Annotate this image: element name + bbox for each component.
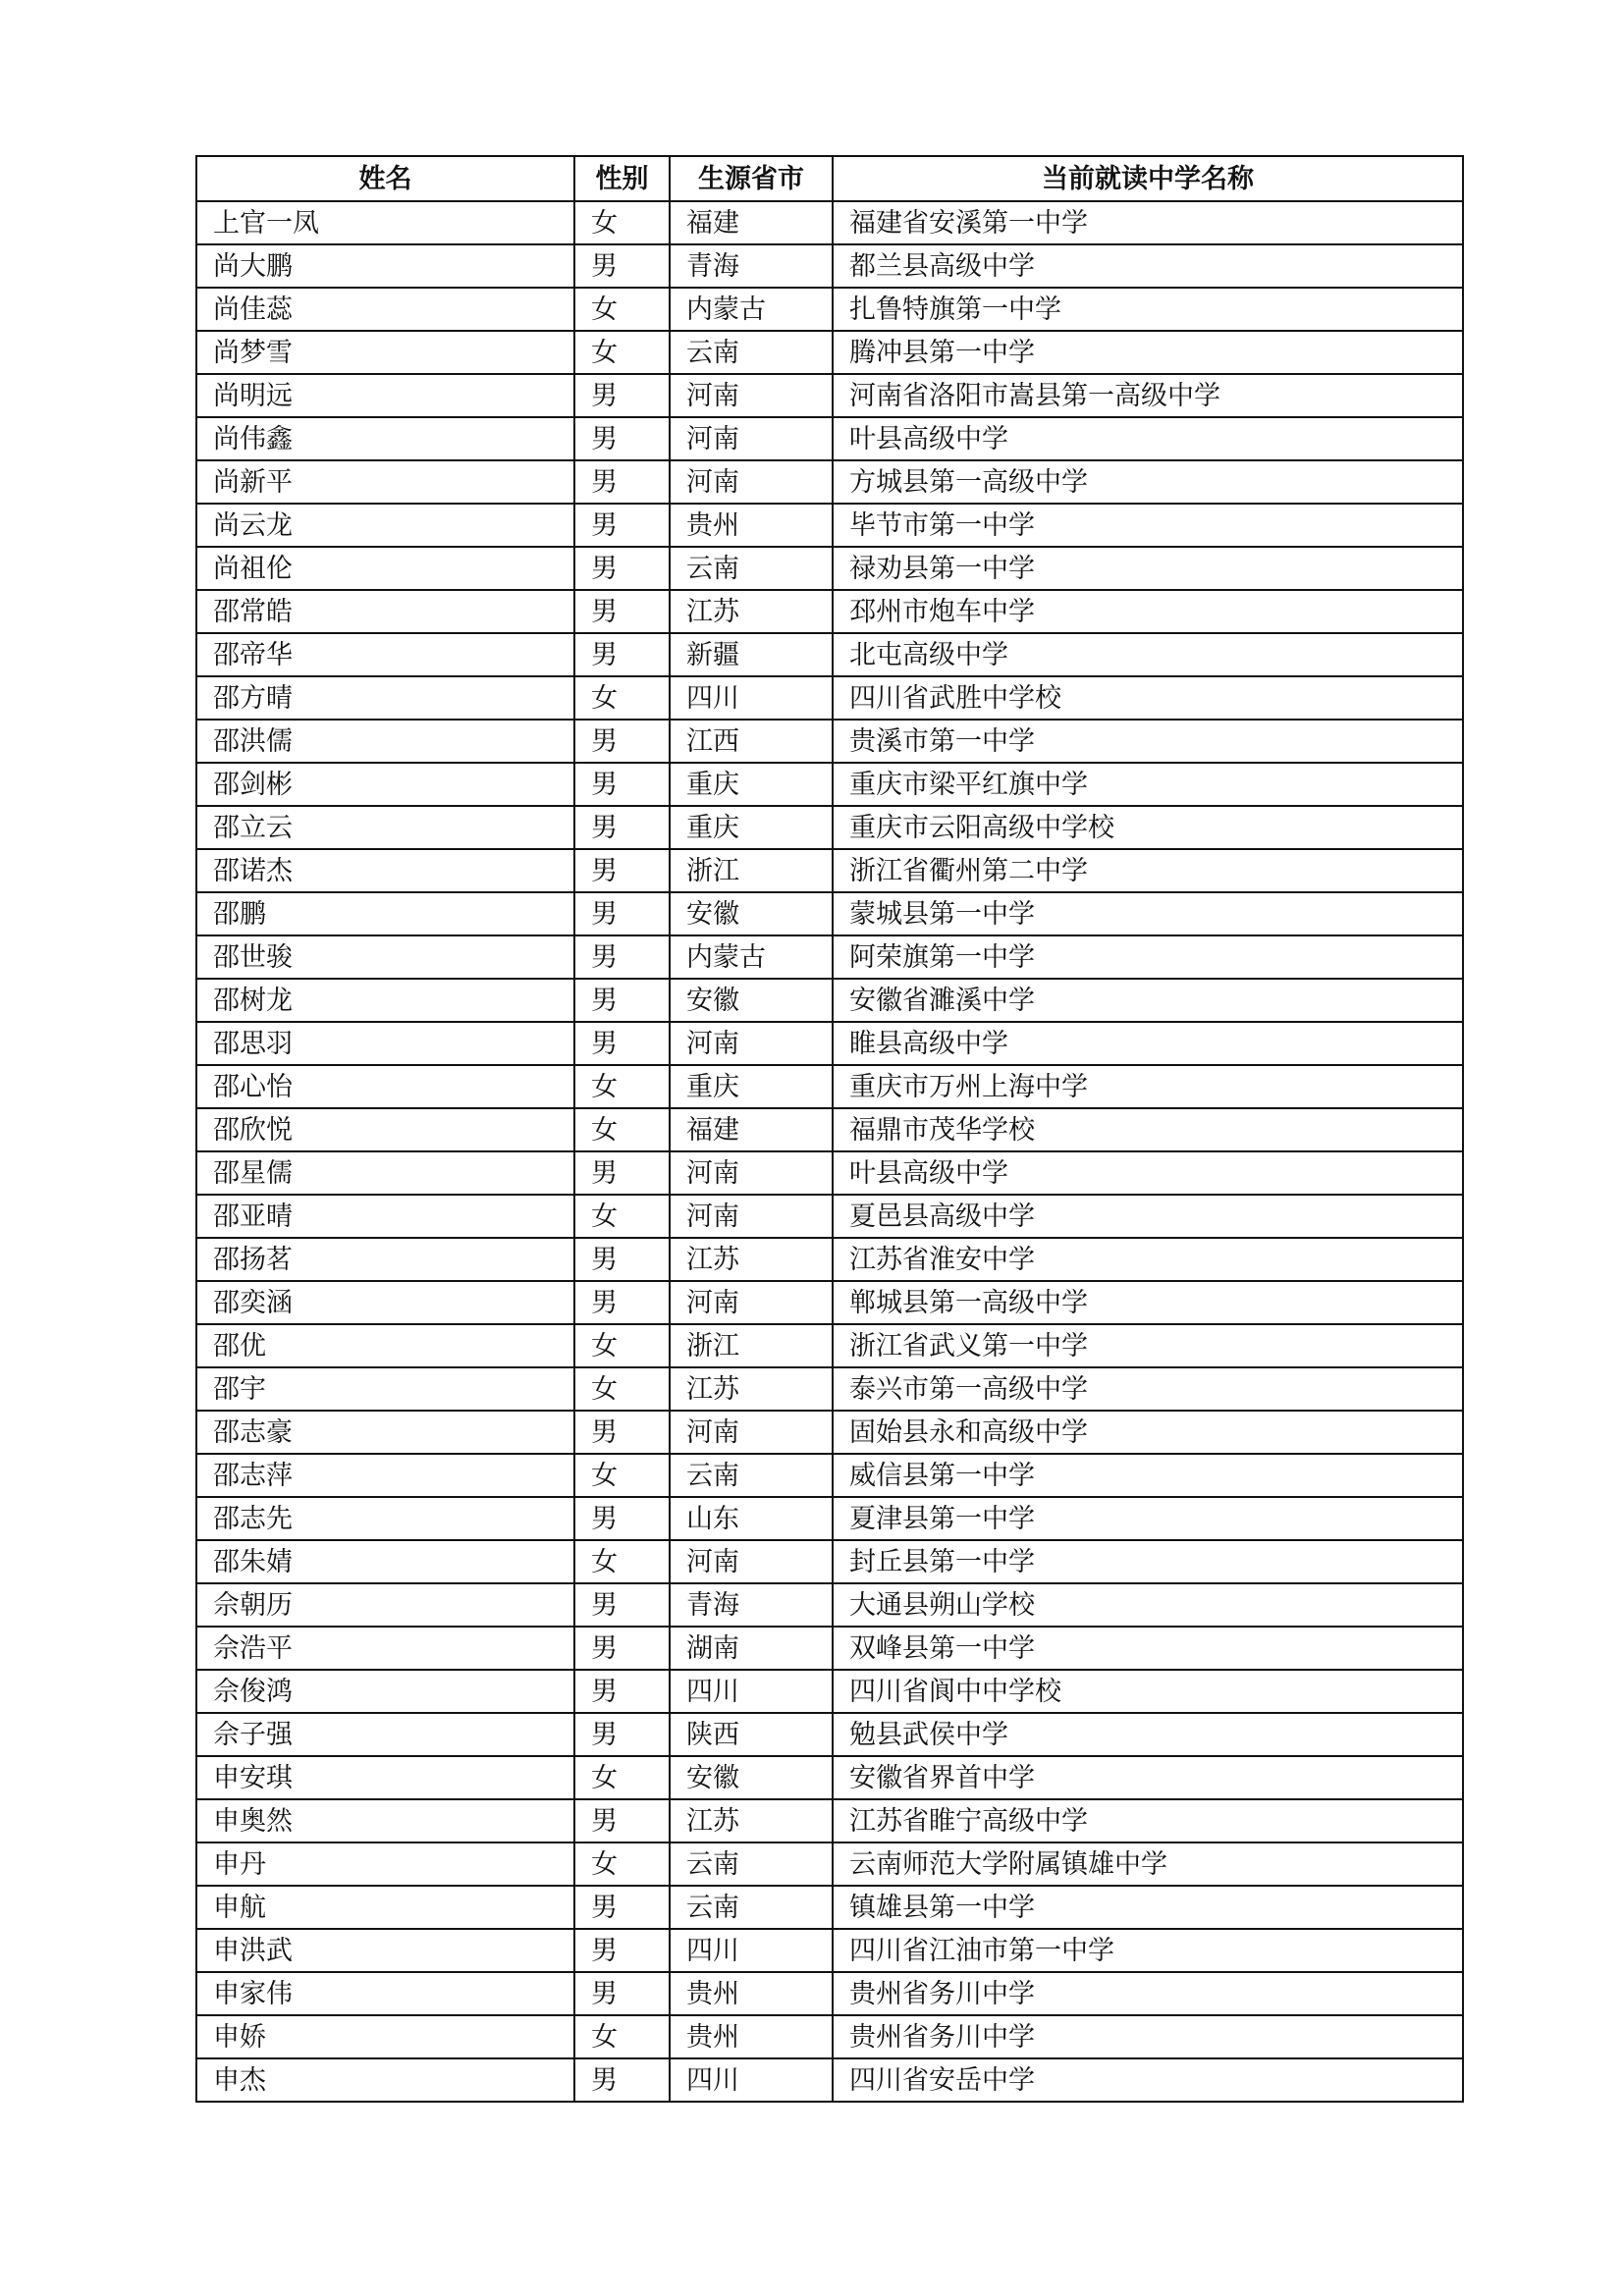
cell-name: 尚佳蕊 [196, 288, 574, 331]
table-row [196, 1972, 1463, 2015]
cell-name: 邵优 [196, 1324, 574, 1367]
cell-school: 安徽省濉溪中学 [833, 979, 1463, 1022]
cell-province: 四川 [670, 676, 833, 720]
cell-name: 佘朝历 [196, 1583, 574, 1627]
cell-school: 重庆市万州上海中学 [833, 1065, 1463, 1108]
student-table [195, 155, 1464, 2103]
cell-school: 泰兴市第一高级中学 [833, 1367, 1463, 1411]
table-row [196, 460, 1463, 504]
header-province: 生源省市 [670, 156, 833, 201]
cell-gender: 女 [574, 676, 670, 720]
table-row [196, 1108, 1463, 1151]
table-row [196, 1022, 1463, 1065]
cell-school: 睢县高级中学 [833, 1022, 1463, 1065]
cell-school: 封丘县第一中学 [833, 1540, 1463, 1583]
table-row [196, 374, 1463, 417]
cell-gender: 男 [574, 1670, 670, 1713]
cell-school: 毕节市第一中学 [833, 504, 1463, 547]
cell-province: 江西 [670, 720, 833, 763]
cell-province: 四川 [670, 2058, 833, 2102]
cell-school: 方城县第一高级中学 [833, 460, 1463, 504]
cell-school: 贵州省务川中学 [833, 2015, 1463, 2058]
cell-gender: 男 [574, 1799, 670, 1842]
cell-name: 邵志豪 [196, 1411, 574, 1454]
cell-province: 江苏 [670, 1799, 833, 1842]
table-row [196, 979, 1463, 1022]
cell-name: 邵洪儒 [196, 720, 574, 763]
table-row [196, 1367, 1463, 1411]
cell-name: 尚伟鑫 [196, 417, 574, 460]
cell-school: 都兰县高级中学 [833, 244, 1463, 288]
cell-province: 内蒙古 [670, 935, 833, 979]
table-row [196, 1842, 1463, 1886]
cell-province: 河南 [670, 374, 833, 417]
cell-school: 重庆市云阳高级中学校 [833, 806, 1463, 849]
cell-school: 禄劝县第一中学 [833, 547, 1463, 590]
cell-school: 河南省洛阳市嵩县第一高级中学 [833, 374, 1463, 417]
cell-gender: 女 [574, 2015, 670, 2058]
cell-province: 陕西 [670, 1713, 833, 1756]
cell-school: 邳州市炮车中学 [833, 590, 1463, 633]
cell-gender: 男 [574, 1411, 670, 1454]
cell-name: 申洪武 [196, 1929, 574, 1972]
cell-name: 申航 [196, 1886, 574, 1929]
cell-gender: 男 [574, 590, 670, 633]
cell-province: 浙江 [670, 849, 833, 892]
cell-school: 镇雄县第一中学 [833, 1886, 1463, 1929]
cell-gender: 男 [574, 1583, 670, 1627]
cell-gender: 男 [574, 1281, 670, 1324]
cell-province: 江苏 [670, 1367, 833, 1411]
table-row [196, 1583, 1463, 1627]
cell-province: 重庆 [670, 763, 833, 806]
cell-name: 邵奕涵 [196, 1281, 574, 1324]
cell-province: 云南 [670, 1454, 833, 1497]
cell-gender: 女 [574, 1842, 670, 1886]
cell-gender: 男 [574, 460, 670, 504]
table-row [196, 1238, 1463, 1281]
cell-gender: 女 [574, 1108, 670, 1151]
cell-province: 云南 [670, 547, 833, 590]
cell-province: 河南 [670, 1022, 833, 1065]
cell-name: 邵诺杰 [196, 849, 574, 892]
cell-school: 四川省武胜中学校 [833, 676, 1463, 720]
cell-name: 尚祖伦 [196, 547, 574, 590]
cell-province: 重庆 [670, 1065, 833, 1108]
cell-name: 邵朱婧 [196, 1540, 574, 1583]
header-school: 当前就读中学名称 [833, 156, 1463, 201]
table-row [196, 1324, 1463, 1367]
cell-province: 云南 [670, 1886, 833, 1929]
cell-name: 邵亚晴 [196, 1195, 574, 1238]
cell-school: 双峰县第一中学 [833, 1627, 1463, 1670]
cell-name: 申安琪 [196, 1756, 574, 1799]
cell-gender: 女 [574, 201, 670, 244]
cell-gender: 男 [574, 763, 670, 806]
cell-province: 四川 [670, 1929, 833, 1972]
cell-school: 叶县高级中学 [833, 417, 1463, 460]
table-row [196, 1151, 1463, 1195]
cell-school: 福鼎市茂华学校 [833, 1108, 1463, 1151]
table-row [196, 2058, 1463, 2102]
cell-gender: 女 [574, 1065, 670, 1108]
table-header-row [196, 156, 1463, 201]
cell-gender: 男 [574, 1972, 670, 2015]
table-row [196, 892, 1463, 935]
table-row [196, 1799, 1463, 1842]
cell-name: 邵欣悦 [196, 1108, 574, 1151]
cell-name: 邵立云 [196, 806, 574, 849]
cell-school: 江苏省睢宁高级中学 [833, 1799, 1463, 1842]
cell-gender: 男 [574, 806, 670, 849]
table-row [196, 763, 1463, 806]
cell-school: 四川省安岳中学 [833, 2058, 1463, 2102]
cell-province: 福建 [670, 1108, 833, 1151]
cell-name: 佘俊鸿 [196, 1670, 574, 1713]
cell-province: 山东 [670, 1497, 833, 1540]
cell-province: 河南 [670, 460, 833, 504]
table-row [196, 417, 1463, 460]
table-row [196, 1540, 1463, 1583]
cell-gender: 女 [574, 1540, 670, 1583]
cell-gender: 男 [574, 2058, 670, 2102]
table-row [196, 1670, 1463, 1713]
cell-name: 邵鹏 [196, 892, 574, 935]
cell-name: 邵心怡 [196, 1065, 574, 1108]
cell-school: 重庆市梁平红旗中学 [833, 763, 1463, 806]
cell-province: 河南 [670, 1195, 833, 1238]
cell-name: 申丹 [196, 1842, 574, 1886]
cell-name: 申奥然 [196, 1799, 574, 1842]
table-row [196, 1713, 1463, 1756]
table-row [196, 288, 1463, 331]
cell-gender: 男 [574, 979, 670, 1022]
cell-gender: 男 [574, 244, 670, 288]
cell-school: 扎鲁特旗第一中学 [833, 288, 1463, 331]
cell-province: 内蒙古 [670, 288, 833, 331]
table-row [196, 504, 1463, 547]
cell-province: 河南 [670, 417, 833, 460]
cell-gender: 男 [574, 1151, 670, 1195]
cell-province: 福建 [670, 201, 833, 244]
cell-province: 河南 [670, 1540, 833, 1583]
cell-school: 夏津县第一中学 [833, 1497, 1463, 1540]
cell-school: 郸城县第一高级中学 [833, 1281, 1463, 1324]
table-body [196, 201, 1463, 2102]
cell-gender: 男 [574, 417, 670, 460]
cell-province: 河南 [670, 1281, 833, 1324]
cell-name: 邵树龙 [196, 979, 574, 1022]
table-row [196, 1929, 1463, 1972]
cell-gender: 女 [574, 288, 670, 331]
table-row [196, 244, 1463, 288]
cell-gender: 女 [574, 1454, 670, 1497]
table-row [196, 1627, 1463, 1670]
cell-province: 贵州 [670, 504, 833, 547]
cell-gender: 女 [574, 331, 670, 374]
cell-school: 四川省江油市第一中学 [833, 1929, 1463, 1972]
cell-gender: 男 [574, 720, 670, 763]
table-row [196, 1411, 1463, 1454]
cell-name: 邵志萍 [196, 1454, 574, 1497]
cell-gender: 男 [574, 1886, 670, 1929]
cell-province: 安徽 [670, 1756, 833, 1799]
cell-school: 安徽省界首中学 [833, 1756, 1463, 1799]
cell-province: 云南 [670, 1842, 833, 1886]
cell-name: 邵帝华 [196, 633, 574, 676]
cell-province: 江苏 [670, 1238, 833, 1281]
cell-gender: 男 [574, 1497, 670, 1540]
table-row [196, 849, 1463, 892]
cell-gender: 男 [574, 633, 670, 676]
table-row [196, 1454, 1463, 1497]
cell-name: 邵剑彬 [196, 763, 574, 806]
cell-province: 新疆 [670, 633, 833, 676]
cell-name: 尚明远 [196, 374, 574, 417]
cell-name: 申娇 [196, 2015, 574, 2058]
cell-gender: 女 [574, 1756, 670, 1799]
cell-gender: 男 [574, 892, 670, 935]
cell-gender: 女 [574, 1324, 670, 1367]
cell-school: 云南师范大学附属镇雄中学 [833, 1842, 1463, 1886]
table-row [196, 1497, 1463, 1540]
cell-name: 申杰 [196, 2058, 574, 2102]
table-row [196, 935, 1463, 979]
cell-province: 浙江 [670, 1324, 833, 1367]
cell-gender: 男 [574, 1238, 670, 1281]
cell-gender: 女 [574, 1367, 670, 1411]
cell-school: 浙江省衢州第二中学 [833, 849, 1463, 892]
cell-province: 青海 [670, 1583, 833, 1627]
cell-province: 江苏 [670, 590, 833, 633]
cell-name: 申家伟 [196, 1972, 574, 2015]
cell-name: 邵思羽 [196, 1022, 574, 1065]
table-row [196, 720, 1463, 763]
cell-name: 尚梦雪 [196, 331, 574, 374]
cell-school: 阿荣旗第一中学 [833, 935, 1463, 979]
cell-name: 佘浩平 [196, 1627, 574, 1670]
cell-gender: 男 [574, 547, 670, 590]
cell-province: 河南 [670, 1151, 833, 1195]
cell-school: 贵州省务川中学 [833, 1972, 1463, 2015]
table-row [196, 1065, 1463, 1108]
cell-gender: 男 [574, 935, 670, 979]
cell-name: 尚大鹏 [196, 244, 574, 288]
table-row [196, 1195, 1463, 1238]
cell-gender: 男 [574, 849, 670, 892]
cell-name: 上官一凤 [196, 201, 574, 244]
cell-school: 福建省安溪第一中学 [833, 201, 1463, 244]
table-row [196, 633, 1463, 676]
cell-province: 安徽 [670, 892, 833, 935]
table-row [196, 806, 1463, 849]
cell-province: 四川 [670, 1670, 833, 1713]
cell-gender: 男 [574, 374, 670, 417]
cell-school: 蒙城县第一中学 [833, 892, 1463, 935]
cell-school: 四川省阆中中学校 [833, 1670, 1463, 1713]
cell-school: 浙江省武义第一中学 [833, 1324, 1463, 1367]
cell-school: 腾冲县第一中学 [833, 331, 1463, 374]
cell-gender: 男 [574, 1022, 670, 1065]
table-row [196, 1886, 1463, 1929]
cell-province: 重庆 [670, 806, 833, 849]
header-name: 姓名 [196, 156, 574, 201]
header-gender: 性别 [574, 156, 670, 201]
cell-school: 固始县永和高级中学 [833, 1411, 1463, 1454]
cell-school: 大通县朔山学校 [833, 1583, 1463, 1627]
table-row [196, 1756, 1463, 1799]
cell-gender: 女 [574, 1195, 670, 1238]
table-row [196, 2015, 1463, 2058]
cell-gender: 男 [574, 1713, 670, 1756]
cell-name: 邵星儒 [196, 1151, 574, 1195]
cell-province: 青海 [670, 244, 833, 288]
table-row [196, 590, 1463, 633]
cell-name: 邵方晴 [196, 676, 574, 720]
cell-school: 江苏省淮安中学 [833, 1238, 1463, 1281]
cell-school: 威信县第一中学 [833, 1454, 1463, 1497]
cell-province: 河南 [670, 1411, 833, 1454]
cell-name: 尚云龙 [196, 504, 574, 547]
cell-province: 安徽 [670, 979, 833, 1022]
table-row [196, 201, 1463, 244]
table-row [196, 547, 1463, 590]
cell-name: 邵扬茗 [196, 1238, 574, 1281]
cell-province: 贵州 [670, 1972, 833, 2015]
cell-name: 邵常皓 [196, 590, 574, 633]
cell-school: 叶县高级中学 [833, 1151, 1463, 1195]
cell-school: 勉县武侯中学 [833, 1713, 1463, 1756]
cell-name: 邵志先 [196, 1497, 574, 1540]
cell-gender: 男 [574, 504, 670, 547]
cell-province: 贵州 [670, 2015, 833, 2058]
cell-school: 夏邑县高级中学 [833, 1195, 1463, 1238]
cell-name: 佘子强 [196, 1713, 574, 1756]
cell-gender: 男 [574, 1627, 670, 1670]
table-row [196, 676, 1463, 720]
table-row [196, 1281, 1463, 1324]
cell-name: 尚新平 [196, 460, 574, 504]
cell-province: 云南 [670, 331, 833, 374]
cell-name: 邵世骏 [196, 935, 574, 979]
cell-name: 邵宇 [196, 1367, 574, 1411]
table-row [196, 331, 1463, 374]
cell-province: 湖南 [670, 1627, 833, 1670]
cell-school: 贵溪市第一中学 [833, 720, 1463, 763]
cell-gender: 男 [574, 1929, 670, 1972]
cell-school: 北屯高级中学 [833, 633, 1463, 676]
